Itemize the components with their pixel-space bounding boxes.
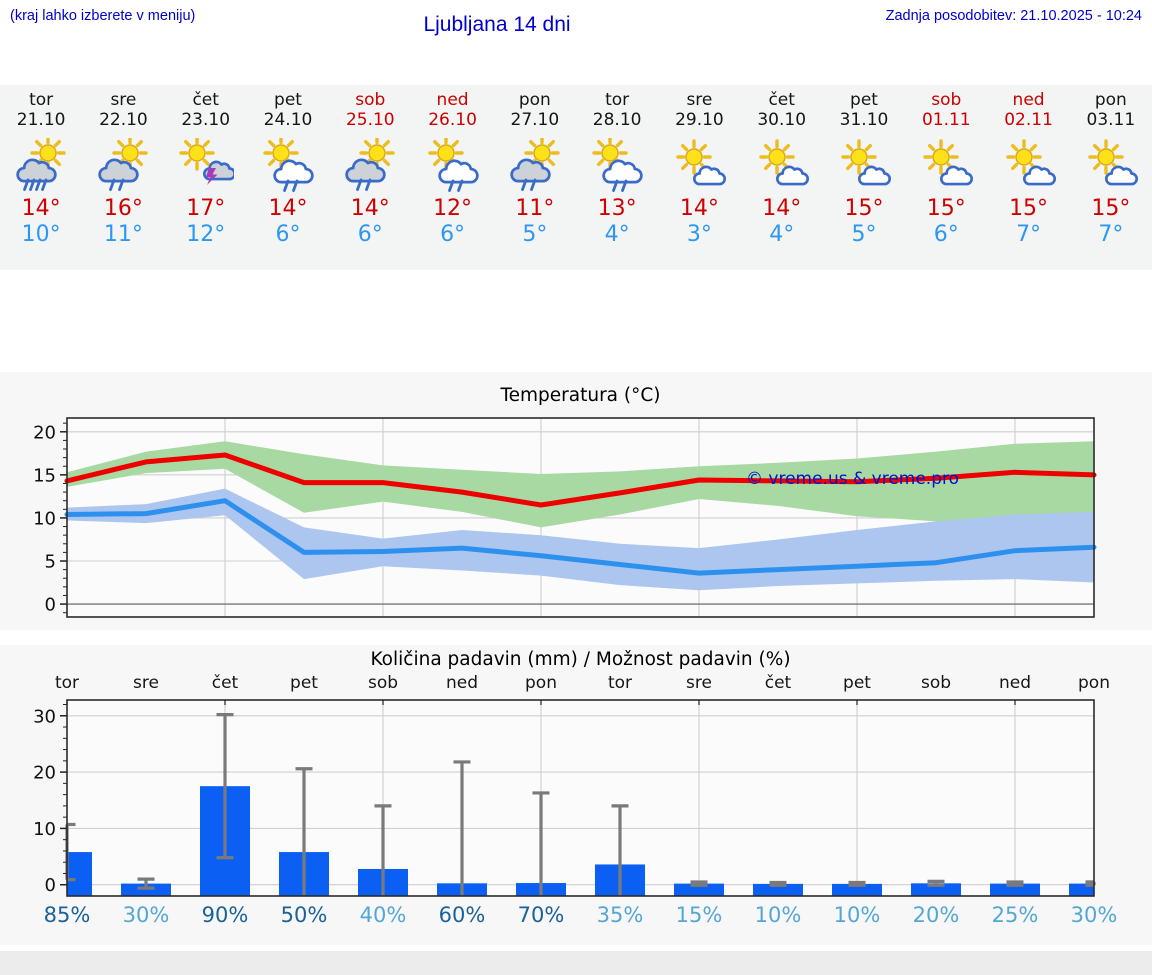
min-temp-value: 6° — [440, 222, 466, 247]
day-name: pon — [518, 90, 551, 110]
max-temp-value: 16° — [103, 196, 143, 221]
min-temp-value: 10° — [21, 222, 61, 247]
svg-text:30: 30 — [33, 706, 56, 728]
svg-text:20: 20 — [33, 422, 56, 444]
max-temp-value: 15° — [1091, 196, 1131, 221]
day-date: 22.10 — [99, 110, 148, 130]
day-name: čet — [192, 90, 219, 110]
temperature-chart — [0, 372, 1152, 630]
max-temp-value: 15° — [926, 196, 966, 221]
min-temp-value: 4° — [769, 222, 795, 247]
day-date: 26.10 — [428, 110, 477, 130]
max-temp-value: 17° — [186, 196, 226, 221]
day-name: pon — [1094, 90, 1127, 110]
sun-small-cloud-icon — [741, 138, 823, 194]
min-temp-value: 5° — [851, 222, 877, 247]
precip-day-label: tor — [54, 673, 80, 693]
svg-text:0: 0 — [44, 594, 56, 616]
forecast-day-column — [987, 85, 1069, 270]
precipitation-chart — [0, 645, 1152, 945]
day-date: 03.11 — [1086, 110, 1136, 130]
min-temp-value: 6° — [275, 222, 301, 247]
precipitation-probability: 25% — [991, 903, 1039, 927]
precipitation-probability: 90% — [201, 903, 249, 927]
sun-cloud-heavy-rain-icon — [0, 138, 82, 194]
forecast-band — [0, 85, 1152, 270]
sun-small-cloud-icon — [1070, 138, 1152, 194]
precip-day-label: sob — [367, 673, 399, 693]
precip-day-label: ned — [998, 673, 1032, 693]
day-name: čet — [768, 90, 795, 110]
day-date: 28.10 — [592, 110, 642, 130]
svg-text:5: 5 — [44, 551, 56, 573]
forecast-day-column — [905, 85, 987, 270]
precipitation-probability: 10% — [754, 903, 802, 927]
precipitation-probability: 50% — [280, 903, 328, 927]
max-temp-value: 14° — [679, 196, 719, 221]
forecast-day-column — [576, 85, 658, 270]
precipitation-probability: 70% — [517, 903, 565, 927]
precip-day-label: sre — [133, 673, 159, 693]
forecast-day-column — [165, 85, 247, 270]
max-temp-value: 11° — [515, 196, 555, 221]
precip-day-label: sre — [686, 673, 712, 693]
sun-white-cloud-rain-icon — [411, 138, 493, 194]
forecast-day-column — [823, 85, 905, 270]
max-temp-value: 12° — [433, 196, 473, 221]
forecast-day-column — [82, 85, 164, 270]
day-name: sob — [355, 90, 386, 110]
max-temp-value: 14° — [350, 196, 390, 221]
day-name: sre — [686, 90, 713, 110]
precip-day-label: čet — [211, 673, 239, 693]
day-date: 21.10 — [16, 110, 66, 130]
precip-day-label: pon — [1078, 673, 1110, 693]
last-update-text: Zadnja posodobitev: 21.10.2025 - 10:24 — [885, 8, 1142, 24]
min-temp-value: 6° — [933, 222, 959, 247]
svg-text:15: 15 — [33, 465, 56, 487]
sun-cloud-rain-icon — [494, 138, 576, 194]
precipitation-probability: 20% — [912, 903, 960, 927]
day-date: 24.10 — [263, 110, 313, 130]
precip-day-label: tor — [607, 673, 633, 693]
precip-day-label: pet — [843, 673, 871, 693]
forecast-day-column — [741, 85, 823, 270]
sun-white-cloud-rain-icon — [576, 138, 658, 194]
precipitation-chart-title: Količina padavin (mm) / Možnost padavin (%) — [370, 649, 791, 670]
precipitation-probability: 60% — [438, 903, 486, 927]
svg-text:0: 0 — [44, 875, 56, 897]
day-name: tor — [605, 90, 630, 110]
svg-text:20: 20 — [33, 762, 56, 784]
page-title: Ljubljana 14 dni — [423, 13, 571, 36]
day-date: 27.10 — [510, 110, 560, 130]
forecast-day-column — [658, 85, 740, 270]
location-menu-hint: (kraj lahko izberete v meniju) — [10, 8, 196, 24]
temperature-chart-figure — [0, 372, 1152, 630]
day-name: pet — [274, 90, 302, 110]
forecast-day-column — [247, 85, 329, 270]
watermark-text: © vreme.us & vreme.pro — [746, 469, 960, 489]
day-date: 25.10 — [345, 110, 395, 130]
forecast-day-column — [0, 85, 82, 270]
day-date: 30.10 — [757, 110, 807, 130]
max-temp-value: 15° — [1009, 196, 1049, 221]
max-temp-value: 14° — [268, 196, 308, 221]
day-name: ned — [436, 90, 469, 110]
sun-small-cloud-icon — [987, 138, 1069, 194]
precipitation-probability: 35% — [596, 903, 644, 927]
day-date: 29.10 — [675, 110, 724, 130]
day-name: ned — [1012, 90, 1045, 110]
max-temp-value: 15° — [844, 196, 884, 221]
sun-small-cloud-icon — [823, 138, 905, 194]
day-date: 31.10 — [839, 110, 889, 130]
sun-cloud-rain-icon — [82, 138, 164, 194]
svg-text:10: 10 — [33, 818, 56, 840]
min-temp-value: 12° — [186, 222, 226, 247]
day-date: 23.10 — [181, 110, 231, 130]
precipitation-chart-figure — [0, 645, 1152, 945]
sun-small-cloud-icon — [905, 138, 987, 194]
precipitation-probability: 85% — [43, 903, 91, 927]
sun-small-cloud-icon — [658, 138, 740, 194]
day-date: 02.11 — [1004, 110, 1053, 130]
min-temp-value: 7° — [1016, 222, 1042, 247]
precip-day-label: pet — [290, 673, 318, 693]
forecast-day-column — [411, 85, 493, 270]
precipitation-probability: 30% — [1070, 903, 1118, 927]
min-temp-value: 4° — [604, 222, 630, 247]
day-name: pet — [850, 90, 878, 110]
precip-day-label: sob — [920, 673, 952, 693]
precipitation-probability: 30% — [122, 903, 170, 927]
min-temp-value: 3° — [686, 222, 712, 247]
svg-text:10: 10 — [33, 508, 56, 530]
sun-white-cloud-rain-icon — [247, 138, 329, 194]
precipitation-probability: 10% — [833, 903, 881, 927]
precipitation-probability: 40% — [359, 903, 407, 927]
min-temp-value: 11° — [103, 222, 143, 247]
precipitation-bar — [67, 852, 92, 896]
precip-day-label: čet — [764, 673, 792, 693]
day-name: sob — [931, 90, 962, 110]
day-name: tor — [29, 90, 54, 110]
temperature-chart-title: Temperatura (°C) — [500, 385, 661, 406]
min-temp-value: 6° — [357, 222, 383, 247]
forecast-day-column — [329, 85, 411, 270]
sun-cloud-rain-icon — [329, 138, 411, 194]
max-temp-value: 13° — [597, 196, 637, 221]
min-temp-value: 7° — [1098, 222, 1124, 247]
day-date: 01.11 — [921, 110, 971, 130]
min-temp-value: 5° — [522, 222, 548, 247]
max-temp-value: 14° — [762, 196, 802, 221]
day-name: sre — [110, 90, 137, 110]
max-temp-value: 14° — [21, 196, 61, 221]
precip-day-label: pon — [525, 673, 557, 693]
precip-day-label: ned — [445, 673, 479, 693]
forecast-day-column — [1070, 85, 1152, 270]
precipitation-probability: 15% — [675, 903, 723, 927]
footer-strip — [0, 951, 1152, 975]
sun-cloud-thunder-icon — [165, 138, 247, 194]
forecast-day-column — [494, 85, 576, 270]
